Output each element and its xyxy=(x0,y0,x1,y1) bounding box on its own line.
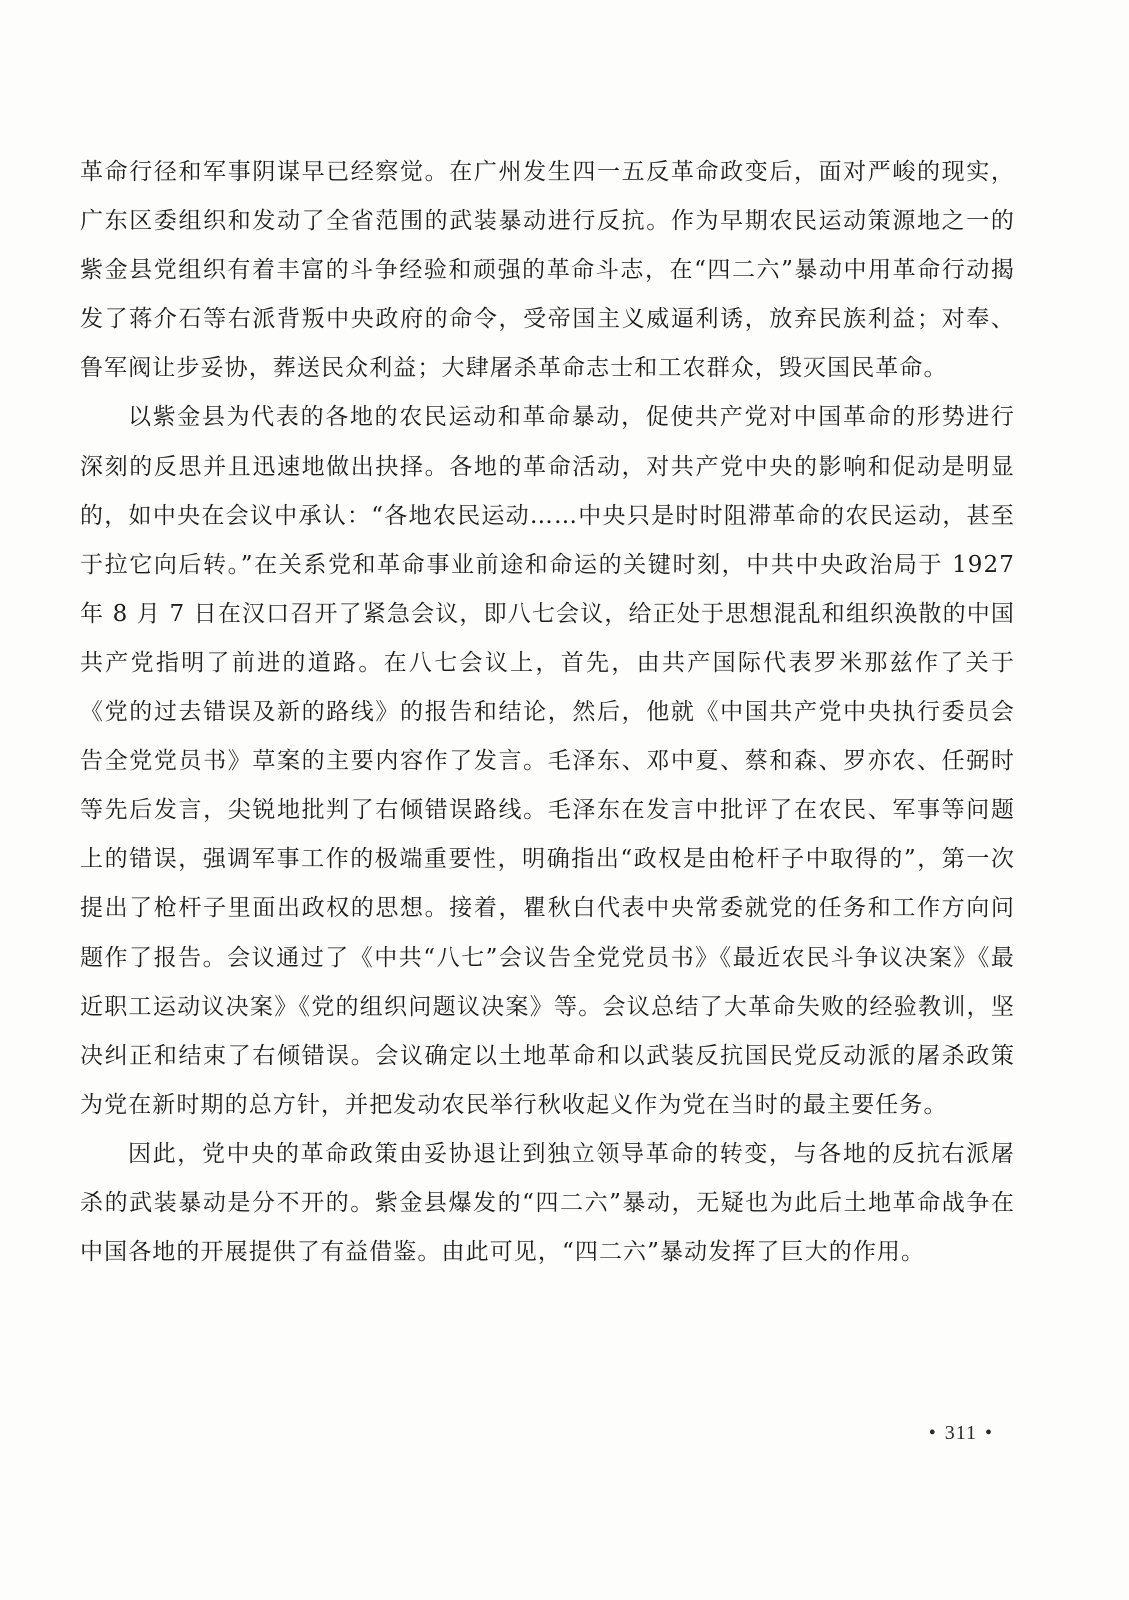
page-number-bullet-right: • xyxy=(984,1422,993,1444)
paragraph-1: 革命行径和军事阴谋早已经察觉。在广州发生四一五反革命政变后，面对严峻的现实，广东区委组织和发动了全省范围的武装暴动进行反抗。作为早期农民运动策源地之一的紫金县党组织有着丰富的斗争经验和顽强的革命斗志，在“四二六”暴动中用革命行动揭发了蒋介石等右派背叛中央政府的命令，受帝国主义威逼利诱，放弃民族利益；对奉、鲁军阀让步妥协，葬送民众利益；大肆屠杀革命志士和工农群众，毁灭国民革命。 xyxy=(80,159,1015,382)
body-text xyxy=(80,148,1015,1277)
page-number-value: 311 xyxy=(944,1422,977,1444)
paragraph-3: 因此，党中央的革命政策由妥协退让到独立领导革命的转变，与各地的反抗右派屠杀的武装暴动是分不开的。紫金县爆发的“四二六”暴动，无疑也为此后土地革命战争在中国各地的开展提供了有益借鉴。由此可见，“四二六”暴动发挥了巨大的作用。 xyxy=(80,1140,1015,1266)
paragraph-2: 以紫金县为代表的各地的农民运动和革命暴动，促使共产党对中国革命的形势进行深刻的反思并且迅速地做出抉择。各地的革命活动，对共产党中央的影响和促动是明显的，如中央在会议中承认：“各地农民运动……中央只是时时阻滞革命的农民运动，甚至于拉它向后转。”在关系党和革命事业前途和命运的关键时刻，中共中央政治局于 1927 年 8 月 7 日在汉口召开了紧急会议，即八七会议，给正处于思想混乱和组织涣散的中国共产党指明了前进的道路。在八七会议上，首先，由共产国际代表罗米那兹作了关于《党的过去错误及新的路线》的报告和结论，然后，他就《中国共产党中央执行委员会告全党党员书》草案的主要内容作了发言。毛泽东、邓中夏、蔡和森、罗亦农、任弼时等先后发言，尖锐地批判了右倾错误路线。毛泽东在发言中批评了在农民、军事等问题上的错误，强调军事工作的极端重要性，明确指出“政权是由枪杆子中取得的”，第一次提出了枪杆子里面出政权的思想。接着，瞿秋白代表中央常委就党的任务和工作方向问题作了报告。会议通过了《中共“八七”会议告全党党员书》《最近农民斗争议决案》《最近职工运动议决案》《党的组织问题议决案》等。会议总结了大革命失败的经验教训，坚决纠正和结束了右倾错误。会议确定以土地革命和以武装反抗国民党反动派的屠杀政策为党在新时期的总方针，并把发动农民举行秋收起义作为党在当时的最主要任务。 xyxy=(80,404,1015,1118)
page-number xyxy=(921,1422,1001,1445)
page-number-bullet-left: • xyxy=(928,1422,937,1444)
